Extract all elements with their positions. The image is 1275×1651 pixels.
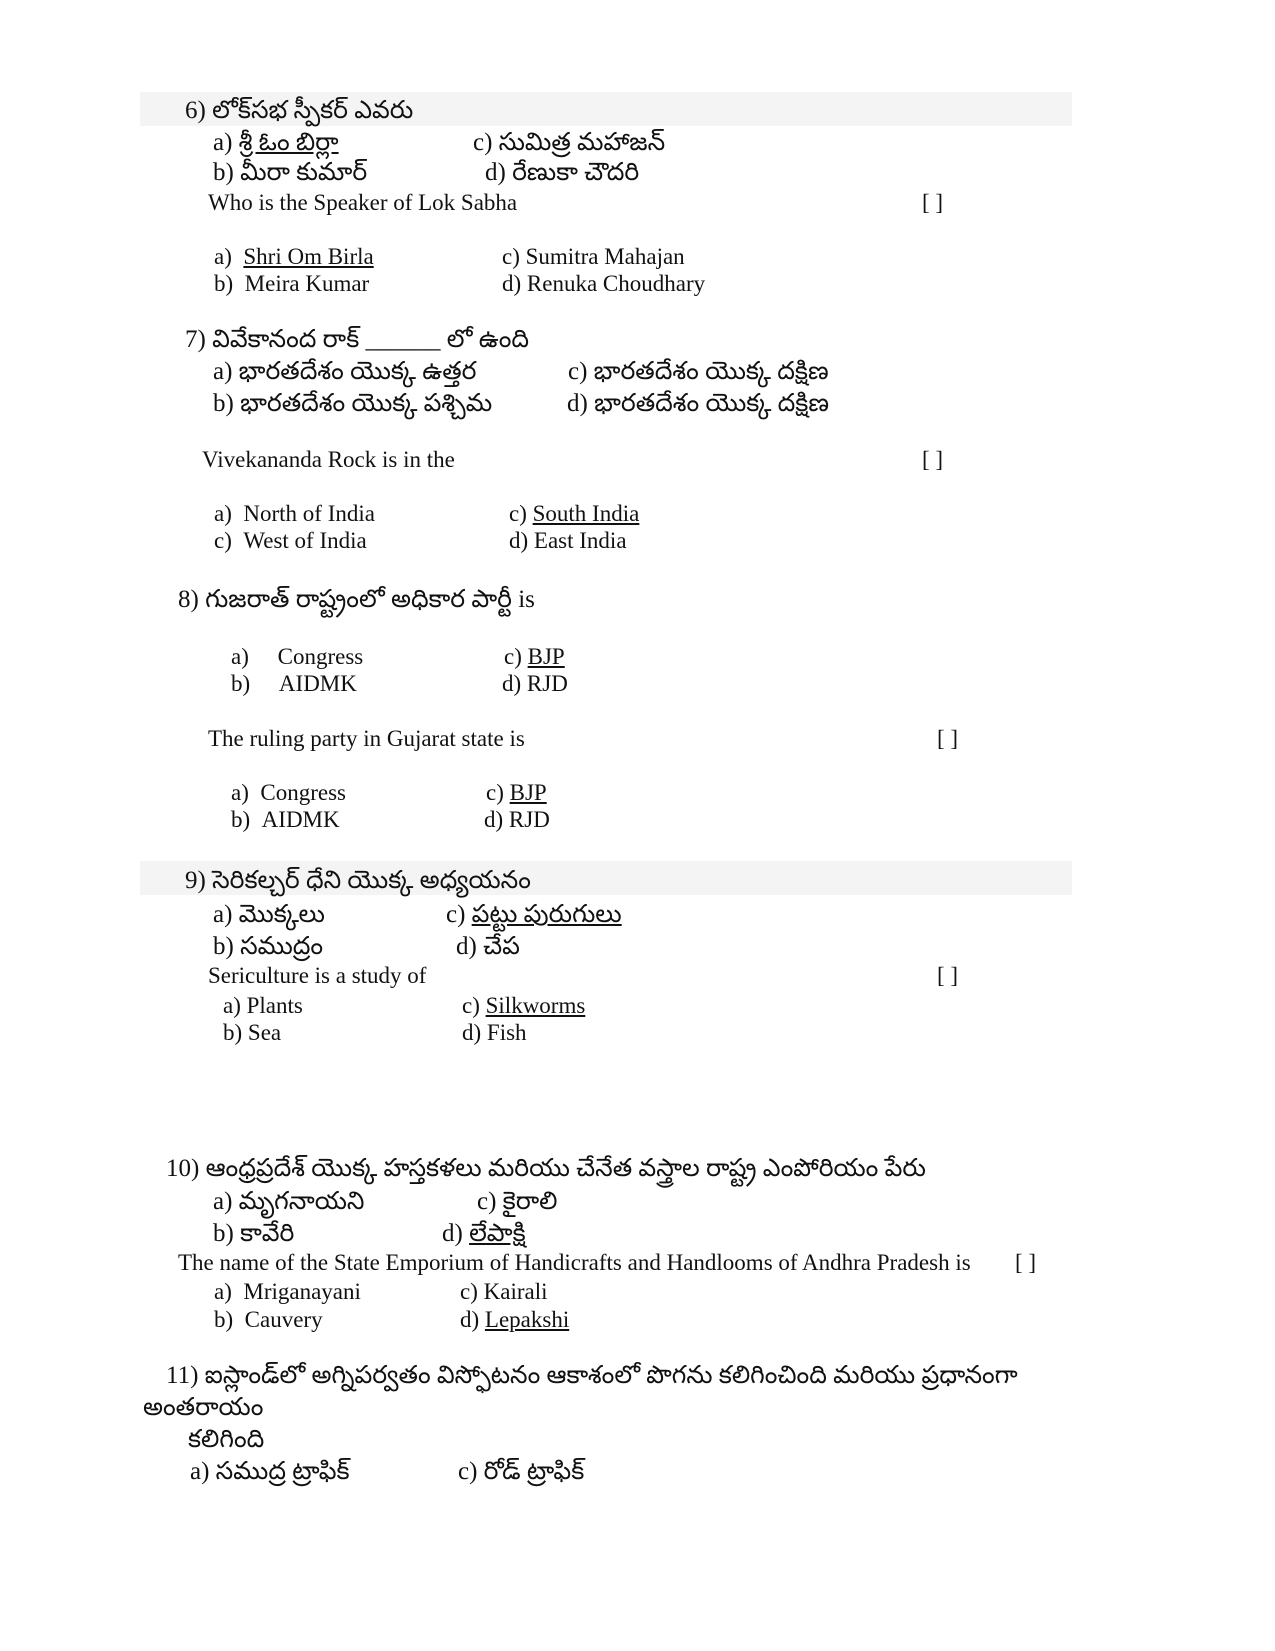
q7-english-option-c: c) South India [509, 501, 640, 526]
q10-english-option-c: c) Kairali [460, 1279, 548, 1304]
q8-english-option-a: a) Congress [231, 780, 346, 805]
q7-telugu-option-c: c) భారతదేశం యొక్క దక్షిణ [568, 358, 829, 385]
q10-telugu-question [166, 1154, 926, 1184]
q7-answer-bracket: [ ] [922, 447, 944, 472]
q8-english-question: The ruling party in Gujarat state is [208, 726, 525, 751]
q11-telugu-question-line-1 [166, 1361, 1018, 1391]
q8-option-a: a) Congress [231, 644, 364, 669]
question-number: 9) [185, 867, 206, 894]
q10-telugu-option-d: d) లేపాక్షి [442, 1220, 526, 1247]
q8-english-option-d: d) RJD [484, 807, 550, 832]
q8-english-option-c: c) BJP [486, 780, 547, 805]
q6-telugu-option-c: c) సుమిత్ర మహాజన్ [473, 129, 666, 156]
q8-english-option-b: b) AIDMK [231, 807, 340, 832]
q6-telugu-question [185, 96, 413, 126]
question-number: 8) [178, 586, 199, 613]
q6-telugu-option-b: b) మీరా కుమార్ [213, 159, 368, 186]
q10-telugu-option-c: c) కైరాలి [477, 1188, 558, 1215]
q10-answer-bracket: [ ] [1015, 1250, 1037, 1275]
q6-english-option-c: c) Sumitra Mahajan [502, 244, 685, 269]
q9-english-option-d: d) Fish [462, 1020, 527, 1045]
q11-telugu-option-c: c) రోడ్ ట్రాఫిక్ [458, 1458, 585, 1485]
q6-telugu-option-a: a) శ్రీ ఓం బిర్లా [213, 129, 339, 156]
q7-telugu-option-a: a) భారతదేశం యొక్క ఉత్తర [213, 358, 477, 385]
q8-telugu-question [178, 585, 535, 615]
correct-answer: లేపాక్షి [469, 1220, 526, 1247]
q7-telugu-option-d: d) భారతదేశం యొక్క దక్షిణ [567, 390, 830, 417]
correct-answer: BJP [509, 780, 547, 805]
q7-telugu-question [185, 325, 529, 355]
q7-english-option-a: a) North of India [214, 501, 375, 526]
q8-option-b: b) AIDMK [231, 671, 357, 696]
q6-telugu-option-d: d) రేణుకా చౌదరి [485, 159, 640, 186]
q8-option-c: c) BJP [504, 644, 565, 669]
q6-english-question: Who is the Speaker of Lok Sabha [208, 190, 518, 215]
q7-telugu-option-b: b) భారతదేశం యొక్క పశ్చిమ [213, 390, 493, 417]
q10-english-option-a: a) Mriganayani [214, 1279, 361, 1304]
question-text: ఐస్లాండ్‌లో అగ్నిపర్వతం విస్ఫోటనం ఆకాశంలో పొగను కలిగించింది మరియు ప్రధానంగా [204, 1362, 1018, 1389]
q9-telugu-option-d: d) చేప [456, 933, 520, 960]
question-text: వివేకానంద రాక్ ______ లో ఉంది [212, 326, 530, 353]
question-text: సెరికల్చర్ ధేని యొక్క అధ్యయనం [212, 867, 531, 894]
q7-english-option-d: d) East India [509, 528, 627, 553]
q9-answer-bracket: [ ] [937, 963, 959, 988]
question-number: 10) [166, 1155, 200, 1182]
correct-answer: BJP [527, 644, 565, 669]
q6-answer-bracket: [ ] [922, 190, 944, 215]
q11-telugu-question-line-2: అంతరాయం [143, 1394, 264, 1421]
correct-answer: శ్రీ ఓం బిర్లా [238, 129, 339, 156]
question-number: 11) [166, 1362, 199, 1389]
correct-answer: Shri Om Birla [243, 244, 374, 269]
q6-english-option-b: b) Meira Kumar [214, 271, 370, 296]
correct-answer: South India [532, 501, 640, 526]
q11-telugu-option-a: a) సముద్ర ట్రాఫిక్ [190, 1458, 350, 1485]
question-text: లోక్‌సభ స్పీకర్ ఎవరు [212, 97, 414, 124]
q8-option-d: d) RJD [502, 671, 568, 696]
q9-english-option-a: a) Plants [223, 993, 303, 1018]
q10-english-question: The name of the State Emporium of Handicrafts and Handlooms of Andhra Pradesh is [178, 1250, 971, 1275]
q9-telugu-option-b: b) సముద్రం [213, 933, 324, 960]
q9-telugu-option-a: a) మొక్కలు [213, 901, 325, 928]
q11-telugu-question-line-3: కలిగింది [188, 1426, 265, 1453]
q9-english-question: Sericulture is a study of [208, 963, 427, 988]
q9-english-option-b: b) Sea [223, 1020, 282, 1045]
q7-english-option-b: c) West of India [214, 528, 367, 553]
q10-telugu-option-b: b) కావేరి [213, 1220, 295, 1247]
q10-english-option-d: d) Lepakshi [460, 1307, 570, 1332]
q6-english-option-a: a) Shri Om Birla [214, 244, 374, 269]
correct-answer: Lepakshi [484, 1307, 570, 1332]
q7-english-question: Vivekananda Rock is in the [202, 447, 455, 472]
q8-answer-bracket: [ ] [937, 726, 959, 751]
q6-english-option-d: d) Renuka Choudhary [502, 271, 706, 296]
question-text: ఆంధ్రప్రదేశ్ యొక్క హస్తకళలు మరియు చేనేత వస్త్రాల రాష్ట్ర ఎంపోరియం పేరు [205, 1155, 926, 1182]
q10-telugu-option-a: a) మృగనాయని [213, 1188, 365, 1215]
q9-telugu-option-c: c) పట్టు పురుగులు [446, 901, 622, 928]
q9-english-option-c: c) Silkworms [462, 993, 586, 1018]
question-number: 6) [185, 97, 206, 124]
question-number: 7) [185, 326, 206, 353]
q9-telugu-question [185, 866, 531, 896]
question-text: గుజరాత్ రాష్ట్రంలో అధికార పార్టీ is [205, 586, 535, 613]
correct-answer: పట్టు పురుగులు [471, 901, 622, 928]
correct-answer: Silkworms [485, 993, 586, 1018]
q10-english-option-b: b) Cauvery [214, 1307, 323, 1332]
